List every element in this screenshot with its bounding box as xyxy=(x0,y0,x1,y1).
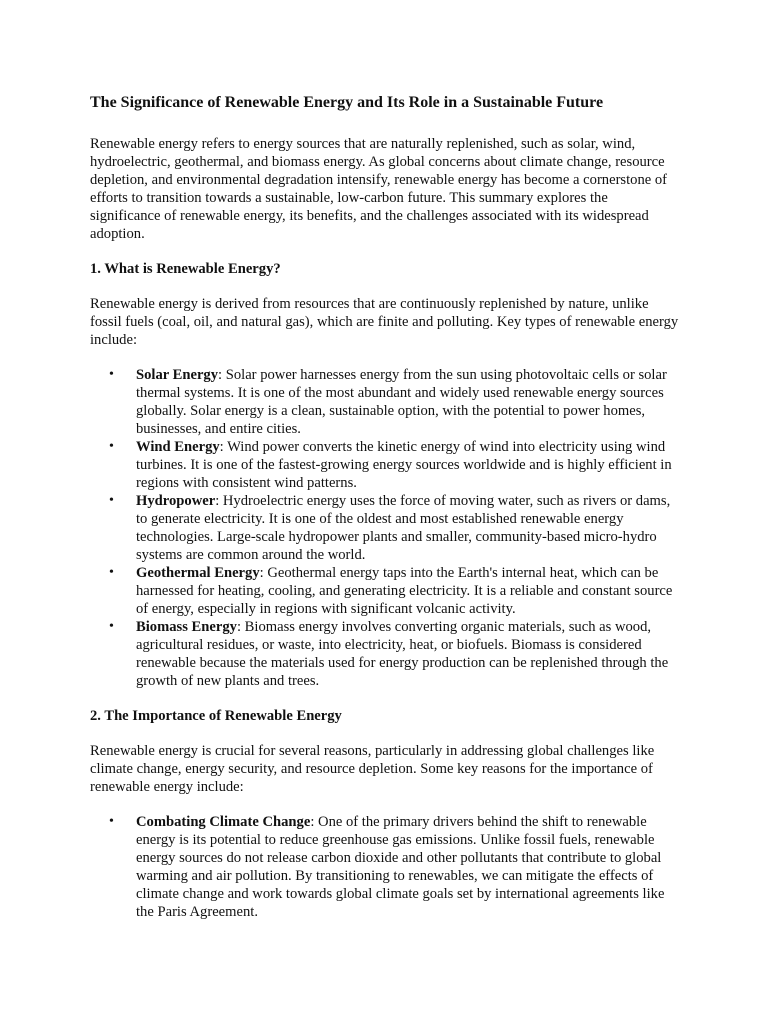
list-item-term: Geothermal Energy xyxy=(136,565,260,581)
bullet-icon: • xyxy=(109,493,114,508)
section-what-is-renewable-energy xyxy=(90,260,680,690)
list-item-text: : Hydroelectric energy uses the force of moving water, such as rivers or dams, to generate electricity. It is one of the oldest and most established renewable energy technologies. Large-scale hydropower plants and smaller, community-based micro-hydro systems are common around the world. xyxy=(136,493,671,563)
section-paragraph: Renewable energy is crucial for several reasons, particularly in addressing global challenges like climate change, energy security, and resource depletion. Some key reasons for the importance of renewable energy include: xyxy=(90,743,655,795)
section-heading: 2. The Importance of Renewable Energy xyxy=(90,708,342,724)
bullet-icon: • xyxy=(109,439,114,454)
renewable-types-list xyxy=(90,366,680,690)
intro-paragraph: Renewable energy refers to energy sources that are naturally replenished, such as solar, wind, hydroelectric, geothermal, and biomass energy. As global concerns about climate change, resource depletion, and environmental degradation intensify, renewable energy has become a cornerstone of efforts to transition towards a sustainable, low-carbon future. This summary explores the significance of renewable energy, its benefits, and the challenges associated with its widespread adoption. xyxy=(90,136,668,242)
list-item-term: Solar Energy xyxy=(136,367,219,383)
list-item-text: : Geothermal energy taps into the Earth's internal heat, which can be harnessed for heating, cooling, and generating electricity. It is a reliable and constant source of energy, especially in regions with significant volcanic activity. xyxy=(136,565,673,617)
section-heading: 1. What is Renewable Energy? xyxy=(90,261,281,277)
section-paragraph: Renewable energy is derived from resources that are continuously replenished by nature, unlike fossil fuels (coal, oil, and natural gas), which are finite and polluting. Key types of renewable energy include: xyxy=(90,296,679,348)
section-importance-of-renewable-energy xyxy=(90,707,680,921)
importance-reasons-list xyxy=(90,813,680,921)
list-item-text: : Biomass energy involves converting organic materials, such as wood, agricultural residues, or waste, into electricity, heat, or biofuels. Biomass is considered renewable because the materials used for energy production can be replenished through the growth of new plants and trees. xyxy=(136,619,669,689)
bullet-icon: • xyxy=(109,565,114,580)
document-title: The Significance of Renewable Energy and Its Role in a Sustainable Future xyxy=(90,94,604,111)
list-item-text: : Wind power converts the kinetic energy of wind into electricity using wind turbines. It is one of the fastest-growing energy sources worldwide and is highly efficient in regions with consistent wind patterns. xyxy=(136,439,672,491)
list-item xyxy=(109,366,680,438)
document-page xyxy=(90,93,680,938)
list-item xyxy=(109,618,680,690)
bullet-icon: • xyxy=(109,814,114,829)
list-item xyxy=(109,564,680,618)
list-item-term: Biomass Energy xyxy=(136,619,237,635)
list-item xyxy=(109,813,680,921)
list-item-term: Hydropower xyxy=(136,493,216,509)
list-item xyxy=(109,438,680,492)
list-item-term: Wind Energy xyxy=(136,439,220,455)
list-item-term: Combating Climate Change xyxy=(136,814,311,830)
list-item-text: : Solar power harnesses energy from the sun using photovoltaic cells or solar thermal systems. It is one of the most abundant and widely used renewable energy sources globally. Solar energy is a clean, sustainable option, with the potential to power homes, businesses, and entire cities. xyxy=(136,367,667,437)
bullet-icon: • xyxy=(109,619,114,634)
bullet-icon: • xyxy=(109,367,114,382)
list-item-text: : One of the primary drivers behind the shift to renewable energy is its potential to reduce greenhouse gas emissions. Unlike fossil fuels, renewable energy sources do not release carbon dioxide and other pollutants that contribute to global warming and air pollution. By transitioning to renewables, we can mitigate the effects of climate change and work towards global climate goals set by international agreements like the Paris Agreement. xyxy=(136,814,665,920)
list-item xyxy=(109,492,680,564)
